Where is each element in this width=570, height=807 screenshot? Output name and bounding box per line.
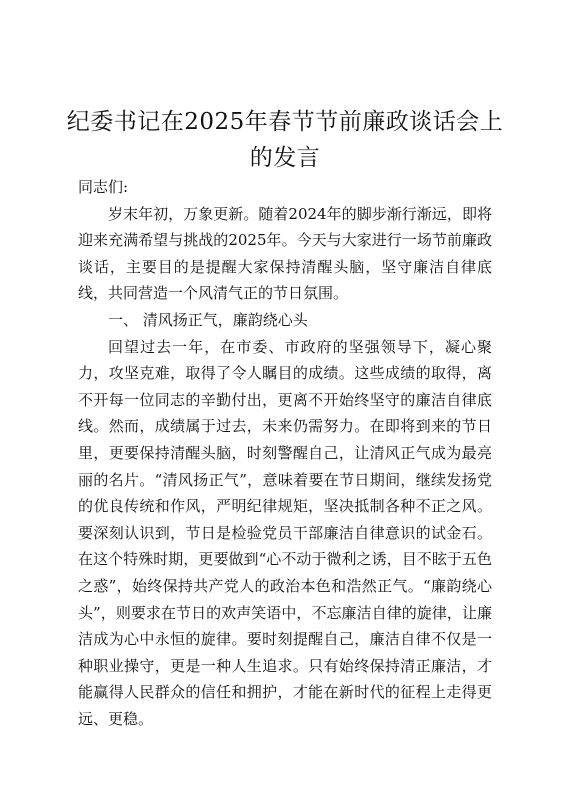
intro-paragraph: 岁末年初，万象更新。随着2024年的脚步渐行渐远，即将迎来充满希望与挑战的2025年。今天与大家进行一场节前廉政谈话，主要目的是提醒大家保持清醒头脑，坚守廉洁自律底线，共同营造一个风清气正的节日氛围。 (78, 204, 492, 303)
section-paragraph: 回望过去一年，在市委、市政府的坚强领导下，凝心聚力，攻坚克难，取得了令人瞩目的成绩。这些成绩的取得，离不开每一位同志的辛勤付出，更离不开始终坚守的廉洁自律底线。然而，成绩属于过去，未来仍需努力。在即将到来的节日里，更要保持清醒头脑，时刻警醒自己，让清风正气成为最亮丽的名片。“清风扬正气”，意味着要在节日期间，继续发扬党的优良传统和作风，严明纪律规矩，坚决抵制各种不正之风。要深刻认识到，节日是检验党员干部廉洁自律意识的试金石。在这个特殊时期，更要做到“心不动于微利之诱，目不眩于五色之惑”，始终保持共产党人的政治本色和浩然正气。“廉韵绕心头”，则要求在节日的欢声笑语中，不忘廉洁自律的旋律，让廉洁成为心中永恒的旋律。要时刻提醒自己，廉洁自律不仅是一种职业操守，更是一种人生追求。只有始终保持清正廉洁，才能赢得人民群众的信任和拥护，才能在新时代的征程上走得更远、更稳。 (78, 337, 492, 728)
document-body (78, 174, 492, 732)
document-title: 纪委书记在2025年春节节前廉政谈话会上的发言 (66, 109, 504, 171)
salutation: 同志们: (78, 178, 129, 196)
section-heading: 一、 清风扬正气，廉韵绕心头 (108, 310, 308, 329)
